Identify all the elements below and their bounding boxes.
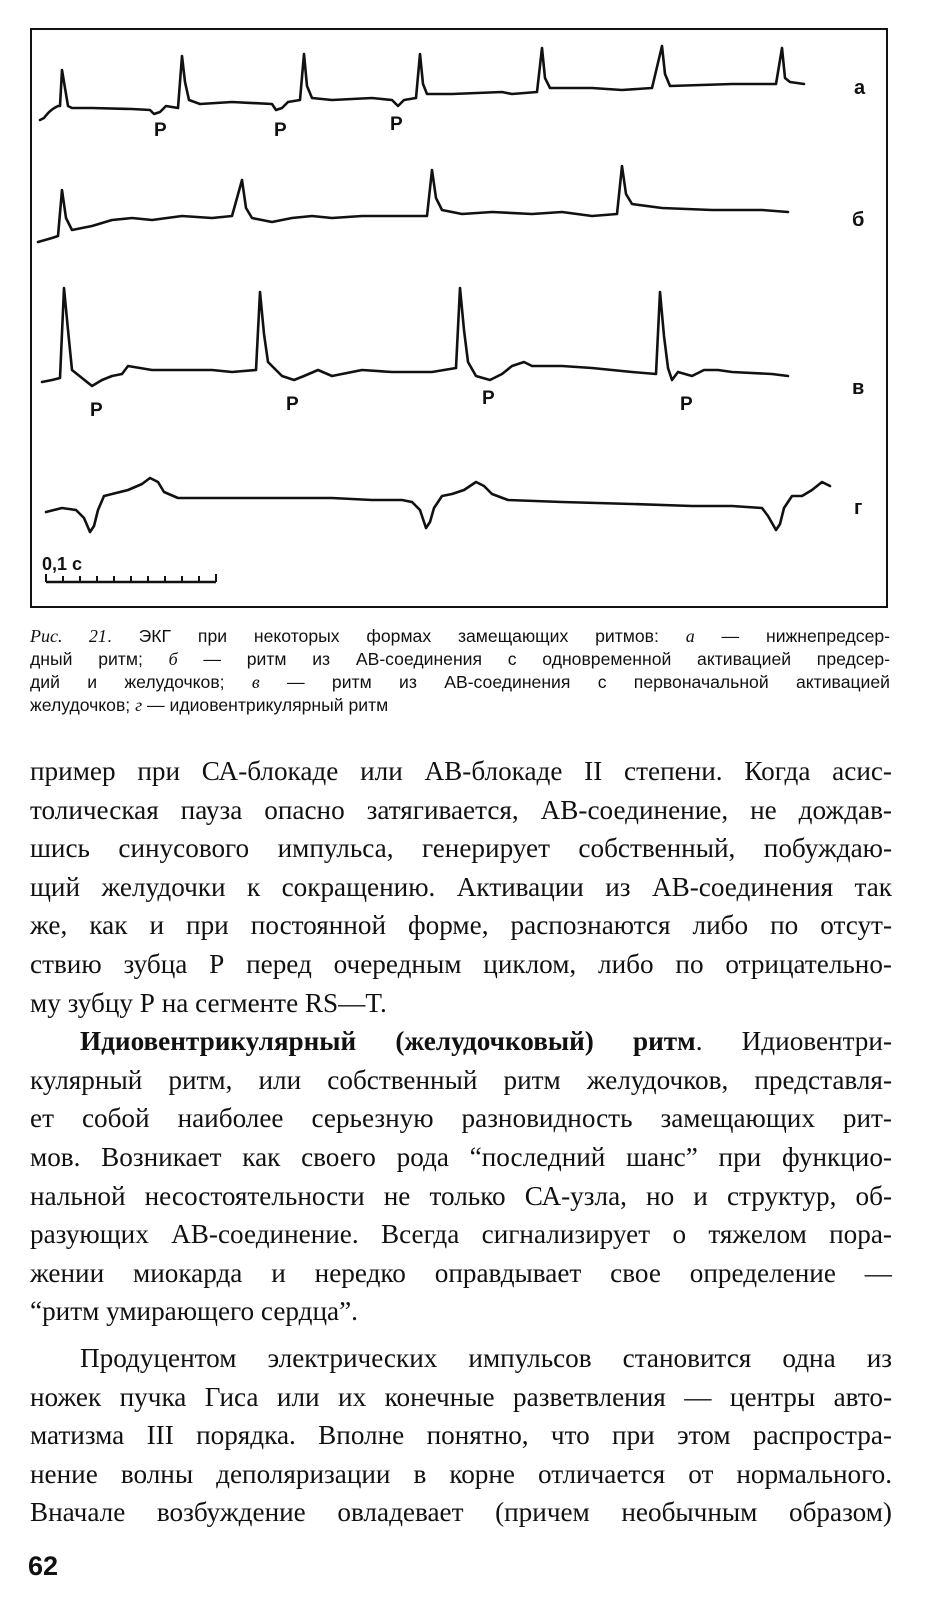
text-line: матизма III порядка. Вполне понятно, что при этом распростра- — [30, 1420, 892, 1451]
text-line: пример при СА-блокаде или АВ-блокаде II степени. Когда асис- — [30, 756, 892, 786]
p-wave-label: P — [390, 114, 403, 135]
trace-label-g: г — [854, 497, 863, 519]
text-line: щий желудочки к сокращению. Активации из АВ-соединения так — [30, 871, 892, 902]
caption-line: Рис. 21. ЭКГ при некоторых формах замещающих ритмов: а — нижнепредсер- — [30, 626, 891, 646]
p-wave-label: P — [90, 400, 103, 421]
paragraph-gap — [30, 1331, 892, 1339]
p-wave-label: P — [286, 394, 299, 415]
text-line: ет собой наиболее серьезную разновидность замещающих рит- — [30, 1103, 892, 1134]
text-line: нение волны деполяризации в корне отличается от нормального. — [30, 1458, 892, 1489]
text-line: Продуцентом электрических импульсов становится одна из — [80, 1342, 892, 1373]
text-line: разующих АВ-соединение. Всегда сигнализирует о тяжелом пора- — [30, 1219, 892, 1250]
text-line: Идиовентрикулярный (желудочковый) ритм. Идиовентри- — [80, 1026, 892, 1057]
ecg-figure — [30, 28, 888, 608]
text-line: кулярный ритм, или собственный ритм желудочков, представля- — [30, 1064, 892, 1095]
ecg-trace-v — [42, 288, 788, 386]
text-line: мов. Возникает как своего рода “последний шанс” при функцио- — [30, 1141, 892, 1172]
text-line: му зубцу Р на сегменте RS—T. — [30, 987, 387, 1018]
trace-label-v: в — [852, 377, 865, 399]
figure-caption — [30, 625, 890, 717]
section-heading: Идиовентрикулярный (желудочковый) ритм — [80, 1026, 696, 1057]
trace-label-b: б — [852, 209, 865, 231]
p-wave-label: P — [154, 120, 167, 141]
text-line: ножек пучка Гиса или их конечные разветвления — центры авто- — [30, 1381, 892, 1412]
body-text — [30, 752, 892, 1532]
ecg-trace-b — [38, 166, 788, 242]
caption-figure-number: Рис. 21 — [30, 626, 107, 646]
p-wave-label: P — [482, 388, 495, 409]
p-wave-label: P — [680, 394, 693, 415]
text-line: ствию зубца Р перед очередным циклом, либо по отрицательно- — [30, 948, 892, 979]
caption-line: дий и желудочков; в — ритм из АВ-соединения с первоначальной активацией — [30, 672, 890, 692]
trace-label-a: а — [854, 77, 866, 99]
text-line: “ритм умирающего сердца”. — [30, 1296, 358, 1327]
text-line: же, как и при постоянной форме, распознаются либо по отсут- — [30, 910, 892, 941]
page-number: 62 — [28, 1551, 59, 1581]
ecg-traces — [32, 30, 890, 610]
text-line: нальной несостоятельности не только СА-узла, но и структур, об- — [30, 1180, 892, 1211]
p-wave-label: P — [274, 120, 287, 141]
ecg-trace-a — [40, 46, 804, 120]
ecg-trace-g — [46, 478, 830, 532]
text-line: толическая пауза опасно затягивается, АВ-соединение, не дождав- — [30, 794, 892, 825]
scale-label: 0,1 с — [42, 554, 83, 574]
caption-line: желудочков; г — идиовентрикулярный ритм — [30, 695, 389, 715]
caption-line: дный ритм; б — ритм из АВ-соединения с одновременной активацией предсер- — [30, 649, 890, 669]
text-line: жении миокарда и нередко оправдывает свое определение — — [30, 1257, 892, 1288]
text-line: шись синусового импульса, генерирует собственный, побуждаю- — [30, 833, 892, 864]
text-line: Вначале возбуждение овладевает (причем необычным образом) — [30, 1497, 892, 1528]
